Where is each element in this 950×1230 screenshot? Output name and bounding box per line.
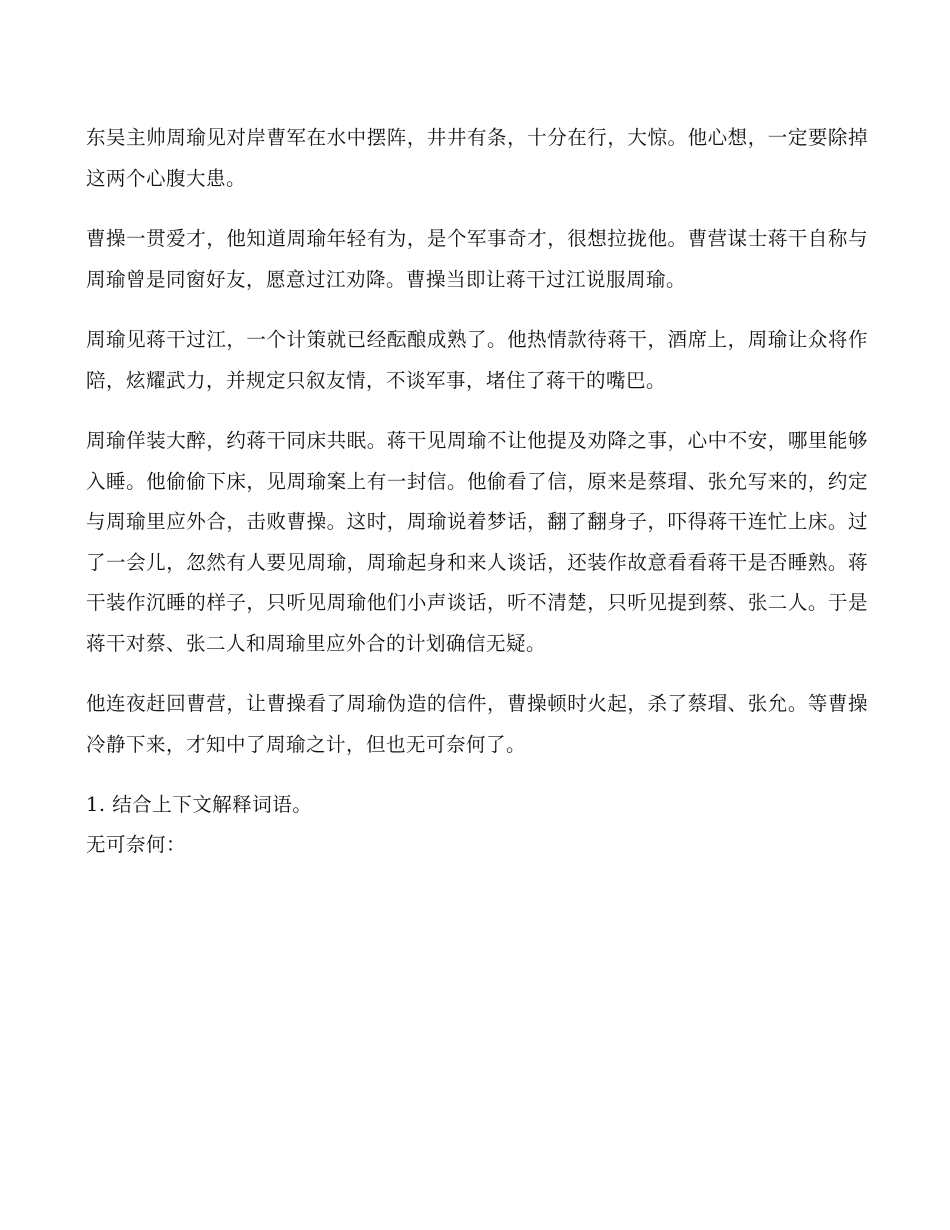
document-body (86, 118, 868, 865)
paragraph-3: 周瑜见蒋干过江，一个计策就已经酝酿成熟了。他热情款待蒋干，酒席上，周瑜让众将作陪，炫耀武力，并规定只叙友情，不谈军事，堵住了蒋干的嘴巴。 (86, 328, 868, 392)
paragraph-1: 东吴主帅周瑜见对岸曹军在水中摆阵，井井有条，十分在行，大惊。他心想，一定要除掉这两个心腹大患。 (86, 126, 868, 190)
question-1: 1. 结合上下文解释词语。 (86, 793, 313, 816)
answer-prompt: 无可奈何： (86, 833, 187, 856)
paragraph-2: 曹操一贯爱才，他知道周瑜年轻有为，是个军事奇才，很想拉拢他。曹营谋士蒋干自称与周瑜曾是同窗好友，愿意过江劝降。曹操当即让蒋干过江说服周瑜。 (86, 227, 868, 291)
paragraph-5: 他连夜赶回曹营，让曹操看了周瑜伪造的信件，曹操顿时火起，杀了蔡瑁、张允。等曹操冷静下来，才知中了周瑜之计，但也无可奈何了。 (86, 692, 868, 756)
paragraph-4: 周瑜佯装大醉，约蒋干同床共眠。蒋干见周瑜不让他提及劝降之事，心中不安，哪里能够入睡。他偷偷下床，见周瑜案上有一封信。他偷看了信，原来是蔡瑁、张允写来的，约定与周瑜里应外合，击败曹操。这时，周瑜说着梦话，翻了翻身子，吓得蒋干连忙上床。过了一会儿，忽然有人要见周瑜，周瑜起身和来人谈话，还装作故意看看蒋干是否睡熟。蒋干装作沉睡的样子，只听见周瑜他们小声谈话，听不清楚，只听见提到蔡、张二人。于是蒋干对蔡、张二人和周瑜里应外合的计划确信无疑。 (86, 429, 868, 655)
